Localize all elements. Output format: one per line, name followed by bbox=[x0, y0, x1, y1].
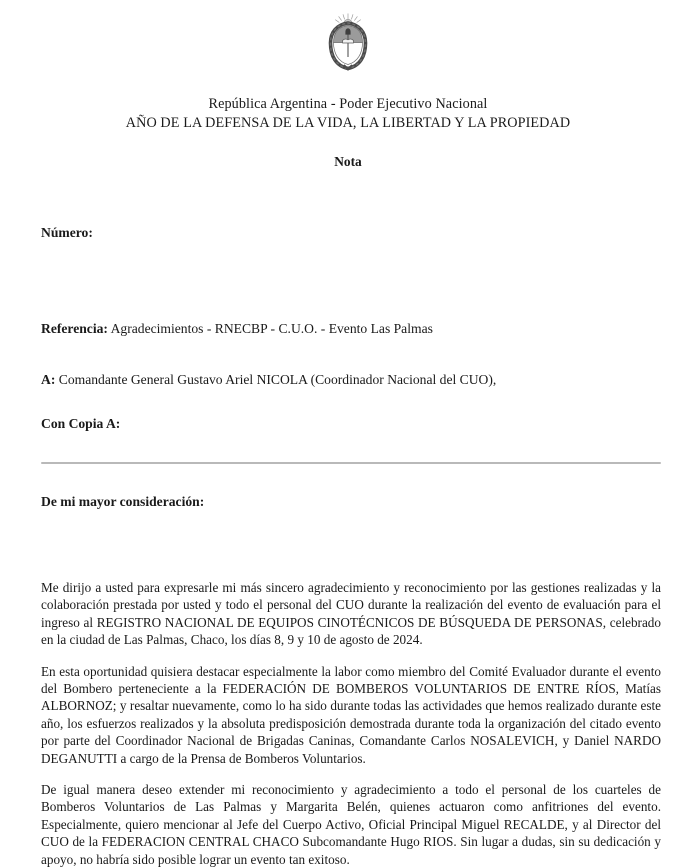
field-referencia-label: Referencia: bbox=[41, 321, 108, 336]
field-con-copia-a bbox=[41, 415, 661, 433]
body-paragraph: En esta oportunidad quisiera destacar especialmente la labor como miembro del Comité Evaluador durante el evento del Bombero perteneciente a la FEDERACIÓN DE BOMBEROS VOLUNTARIOS DE ENTRE RÍOS, Matías ALBORNOZ; y resaltar nuevamente, como lo ha sido durante todas las actividades que hemos realizado durante este año, los esfuerzos realizados y la absoluta predisposición demostrada durante toda la organización del citado evento por parte del Coordinador Nacional de Brigadas Caninas, Comandante Carlos NOSALEVICH, y Daniel NARDO DEGANUTTI a cargo de la Prensa de Bomberos Voluntarios. bbox=[41, 663, 661, 766]
field-con-copia-a-label: Con Copia A: bbox=[41, 416, 121, 431]
document-type-heading: Nota bbox=[334, 154, 362, 169]
field-numero-label: Número: bbox=[41, 225, 93, 240]
document-body bbox=[0, 579, 696, 868]
field-destinatario-value: Comandante General Gustavo Ariel NICOLA (Coordinador Nacional del CUO), bbox=[58, 372, 497, 387]
header-country-line: República Argentina - Poder Ejecutivo Nacional bbox=[208, 96, 488, 112]
header-year-slogan: AÑO DE LA DEFENSA DE LA VIDA, LA LIBERTAD Y LA PROPIEDAD bbox=[125, 115, 571, 131]
argentina-coat-of-arms-icon bbox=[325, 12, 371, 74]
body-paragraph: De igual manera deseo extender mi reconocimiento y agradecimiento a todo el personal de los cuarteles de Bomberos Voluntarios de Las Palmas y Margarita Belén, quienes actuaron como anfitriones del evento. Especialmente, quiero mencionar al Jefe del Cuerpo Activo, Oficial Principal Miguel RECALDE, y al Director del CUO de la FEDERACION CENTRAL CHACO Subcomandante Hugo RIOS. Sin lugar a dudas, sin su dedicación y apoyo, no habría sido posible lograr un evento tan exitoso. bbox=[41, 782, 661, 867]
field-referencia-value: Agradecimientos - RNECBP - C.U.O. - Evento Las Palmas bbox=[110, 321, 433, 336]
field-destinatario-label: A: bbox=[41, 372, 56, 387]
salutation: De mi mayor consideración: bbox=[41, 494, 205, 509]
field-destinatario bbox=[41, 371, 661, 389]
section-divider bbox=[41, 462, 661, 464]
document-header bbox=[0, 0, 696, 170]
field-referencia bbox=[41, 320, 661, 338]
field-numero bbox=[41, 224, 661, 242]
document-fields bbox=[0, 224, 696, 433]
body-paragraph: Me dirijo a usted para expresarle mi más sincero agradecimiento y reconocimiento por las gestiones realizadas y la colaboración prestada por usted y todo el personal del CUO durante la realización del evento de evaluación para el ingreso al REGISTRO NACIONAL DE EQUIPOS CINOTÉCNICOS DE BÚSQUEDA DE PERSONAS, celebrado en la ciudad de Las Palmas, Chaco, los días 8, 9 y 10 de agosto de 2024. bbox=[41, 580, 661, 648]
